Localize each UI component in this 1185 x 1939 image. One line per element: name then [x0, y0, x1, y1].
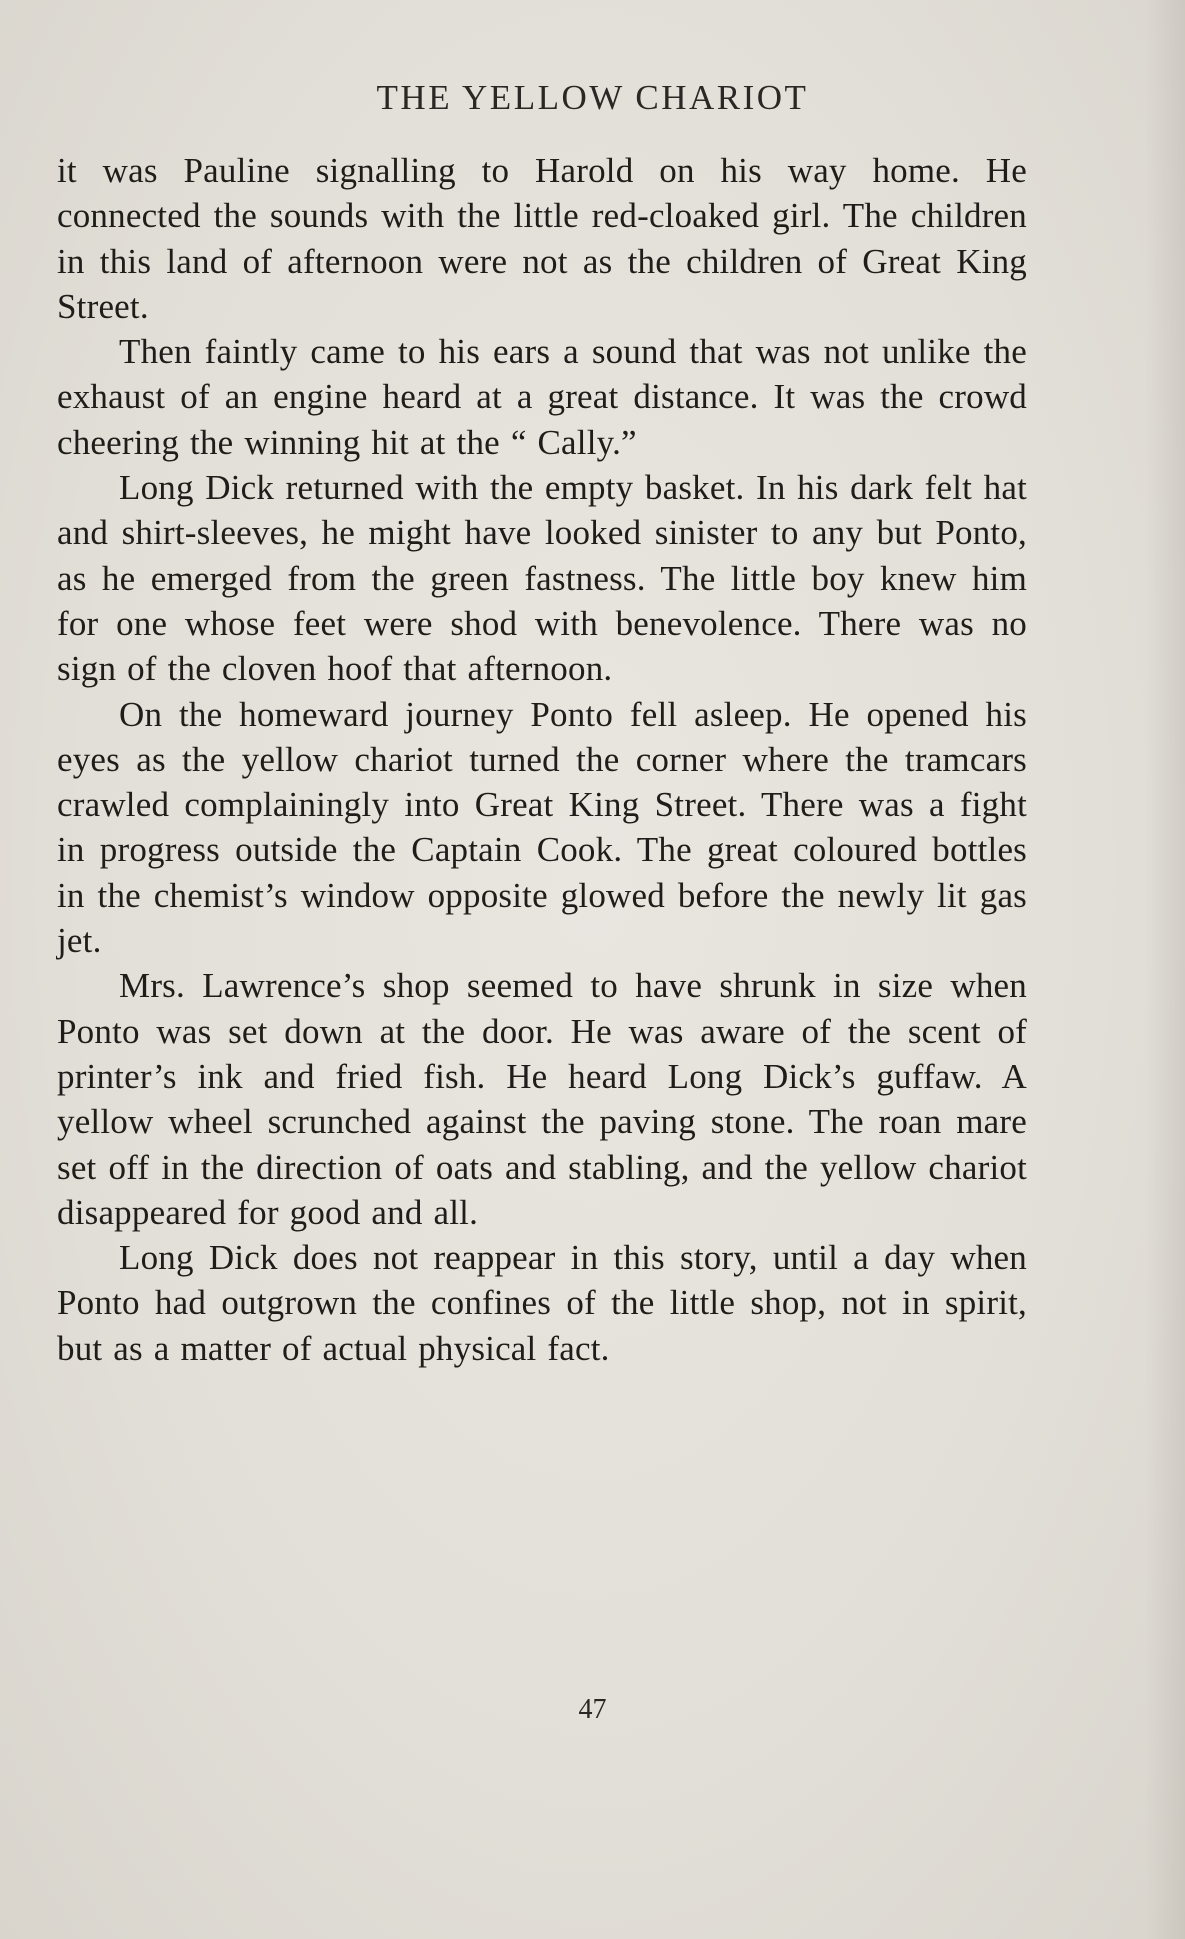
paragraph: it was Pauline signalling to Harold on his way home. He connected the sounds with the little red-cloaked girl. The children in this land of afternoon were not as the children of Great King Street.	[57, 151, 1027, 326]
page-number: 47	[578, 1694, 607, 1725]
running-head: THE YELLOW CHARIOT	[376, 78, 809, 117]
paragraph: Long Dick returned with the empty basket. In his dark felt hat and shirt-sleeves, he might have looked sinister to any but Ponto, as he emerged from the green fastness. The little boy knew him for one whose feet were shod with benevolence. There was no sign of the cloven hoof that afternoon.	[57, 468, 1027, 689]
paragraph: Mrs. Lawrence’s shop seemed to have shrunk in size when Ponto was set down at the door. He was aware of the scent of printer’s ink and fried fish. He heard Long Dick’s guffaw. A yellow wheel scrunched against the paving stone. The roan mare set off in the direction of oats and stabling, and the yellow chariot disappeared for good and all.	[57, 966, 1027, 1232]
paragraph: Then faintly came to his ears a sound that was not unlike the exhaust of an engine heard at a great distance. It was the crowd cheering the winning hit at the “ Cally.”	[57, 332, 1027, 462]
paragraph: On the homeward journey Ponto fell asleep. He opened his eyes as the yellow chariot turned the corner where the tramcars crawled complainingly into Great King Street. There was a fight in progress outside the Captain Cook. The great coloured bottles in the chemist’s window opposite glowed before the newly lit gas jet.	[57, 694, 1027, 961]
page-edge-shadow	[1145, 0, 1185, 1939]
body-text	[57, 148, 1027, 1371]
paragraph: Long Dick does not reappear in this story, until a day when Ponto had outgrown the confines of the little shop, not in spirit, but as a matter of actual physical fact.	[57, 1238, 1027, 1368]
